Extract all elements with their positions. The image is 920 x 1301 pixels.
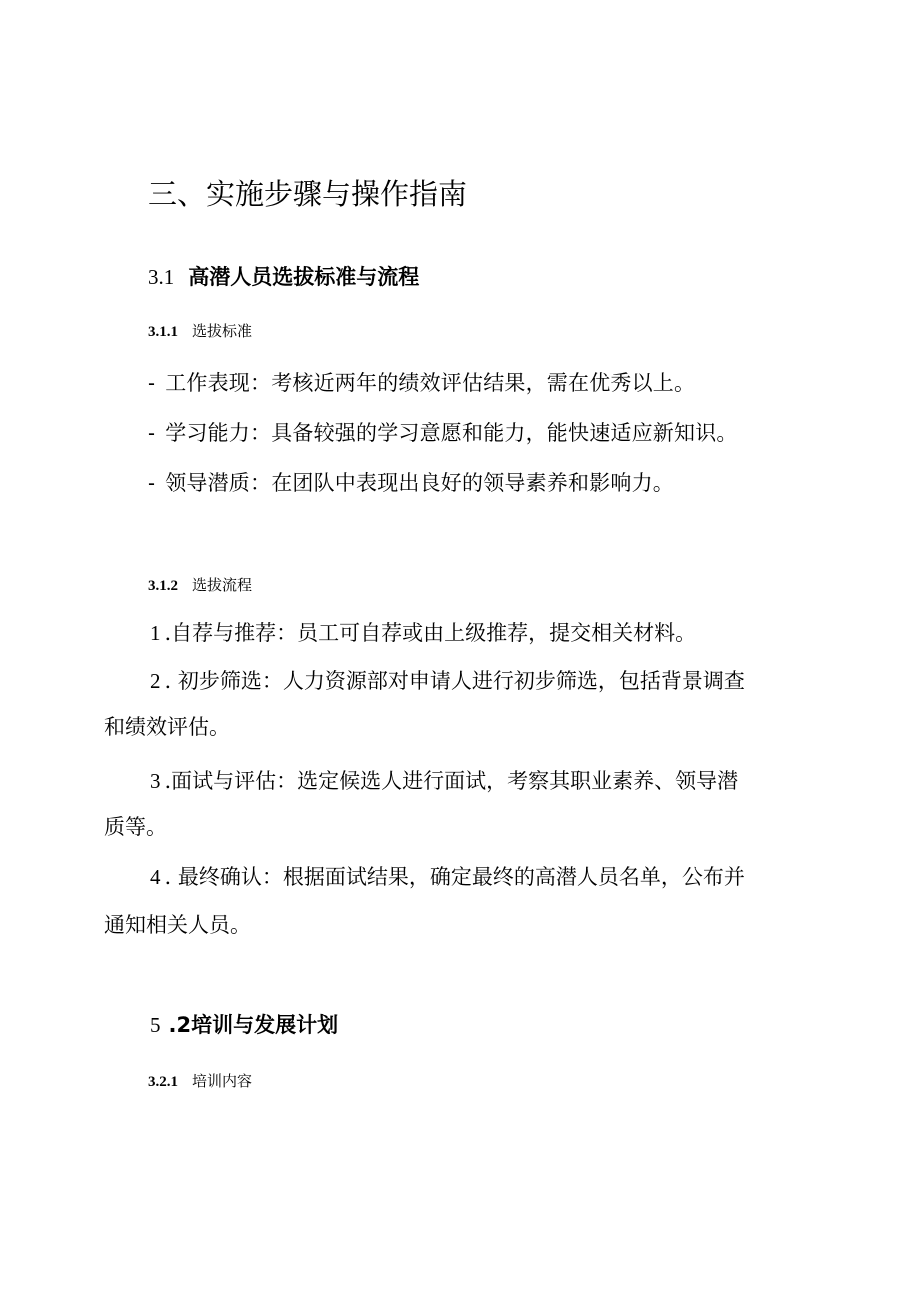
step-number: 2 [150, 669, 161, 693]
heading-3-1-2-number: 3.1.2 [148, 578, 178, 594]
heading-3-2 [150, 1010, 338, 1040]
process-step-3-continued: 质等。 [104, 815, 167, 839]
heading-3-2-1-number: 3.2.1 [148, 1074, 178, 1090]
heading-3-1 [148, 262, 419, 292]
step-text: .面试与评估：选定候选人进行面试，考察其职业素养、领导潜 [164, 769, 739, 793]
criteria-item [148, 368, 695, 399]
step-text: .自荐与推荐：员工可自荐或由上级推荐，提交相关材料。 [164, 621, 697, 645]
heading-3-1-2-title: 选拔流程 [192, 576, 253, 594]
heading-3-1-1-number: 3.1.1 [148, 324, 178, 340]
step-text: . 最终确认：根据面试结果，确定最终的高潜人员名单，公布并 [164, 865, 745, 889]
criteria-item-text: 领导潜质：在团队中表现出良好的领导素养和影响力。 [165, 471, 675, 495]
heading-3-2-title: .2培训与发展计划 [168, 1013, 339, 1037]
step-text: . 初步筛选：人力资源部对申请人进行初步筛选，包括背景调查 [164, 669, 745, 693]
heading-3-1-1-title: 选拔标准 [192, 322, 253, 340]
step-number: 3 [150, 769, 161, 793]
step-number: 4 [150, 865, 161, 889]
process-step-4-continued: 通知相关人员。 [104, 913, 251, 937]
bullet-dash: - [148, 472, 156, 495]
process-step-2 [150, 666, 745, 696]
step-number: 1 [150, 621, 161, 645]
criteria-item-text: 工作表现：考核近两年的绩效评估结果，需在优秀以上。 [165, 371, 696, 395]
process-step-4 [150, 862, 745, 892]
section-title: 三、实施步骤与操作指南 [148, 177, 468, 211]
bullet-dash: - [148, 372, 156, 395]
criteria-item [148, 468, 674, 499]
process-step-2-continued: 和绩效评估。 [104, 715, 230, 739]
heading-3-1-title: 高潜人员选拔标准与流程 [188, 265, 420, 289]
criteria-item [148, 418, 738, 449]
process-step-3 [150, 766, 738, 796]
process-step-1 [150, 618, 696, 648]
criteria-item-text: 学习能力：具备较强的学习意愿和能力，能快速适应新知识。 [165, 421, 738, 445]
heading-3-1-1 [148, 320, 252, 343]
heading-3-1-number: 3.1 [148, 265, 175, 289]
heading-3-1-2 [148, 574, 252, 597]
heading-3-2-1 [148, 1070, 252, 1093]
heading-3-2-1-title: 培训内容 [192, 1072, 253, 1090]
heading-3-2-number: 5 [150, 1013, 161, 1037]
bullet-dash: - [148, 422, 156, 445]
